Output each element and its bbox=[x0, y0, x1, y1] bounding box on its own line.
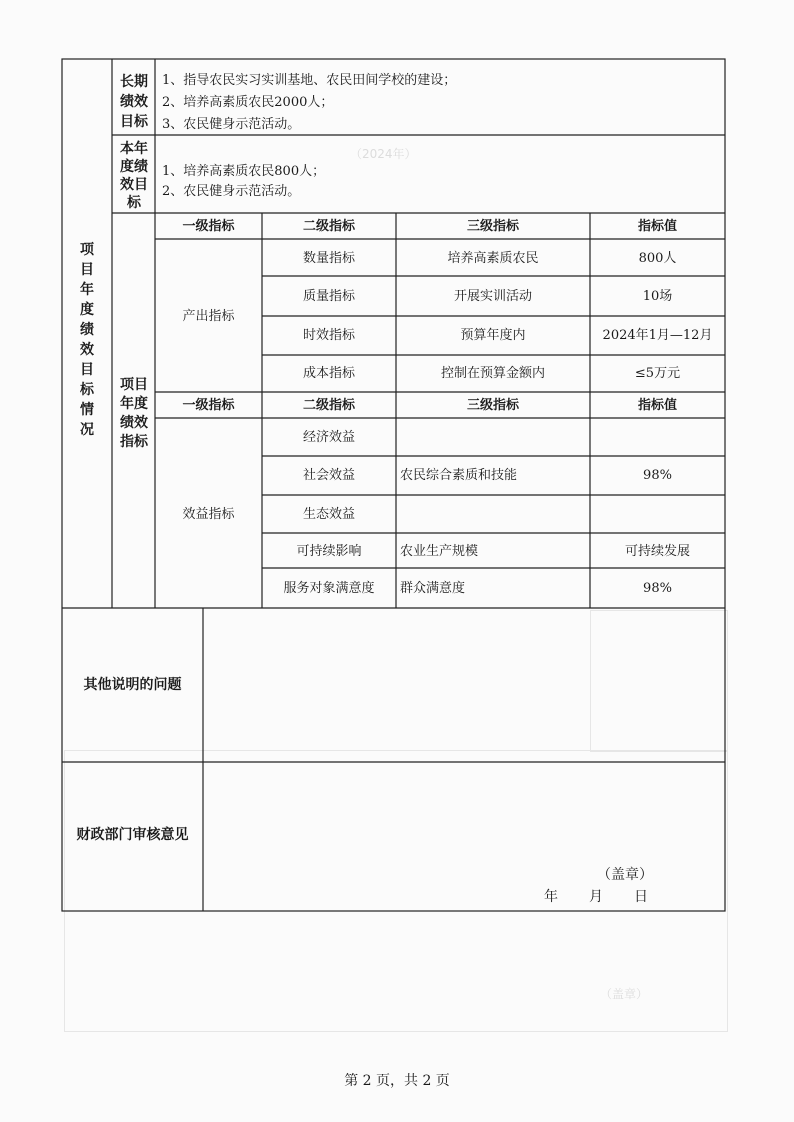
col-header-level1: 一级指标 bbox=[182, 219, 235, 234]
table-cell-level3: 培养高素质农民 bbox=[447, 251, 539, 266]
annual-goal-item: 2、农民健身示范活动。 bbox=[162, 184, 301, 199]
table-cell-level3: 农业生产规模 bbox=[400, 544, 479, 559]
long-term-goal-item: 3、农民健身示范活动。 bbox=[162, 117, 301, 132]
long-term-goal-item: 1、指导农民实习实训基地、农民田间学校的建设； bbox=[162, 73, 457, 88]
seal-text: （盖章） bbox=[597, 867, 653, 883]
table-cell-level2: 服务对象满意度 bbox=[283, 581, 375, 596]
output-indicator-label: 产出指标 bbox=[182, 309, 235, 324]
table-cell-value: 98% bbox=[643, 468, 672, 483]
table-cell-level3: 群众满意度 bbox=[400, 581, 466, 596]
col-header-level2: 二级指标 bbox=[302, 398, 355, 413]
table-cell-level2: 可持续影响 bbox=[296, 544, 362, 559]
table-cell-level2: 成本指标 bbox=[302, 366, 355, 381]
table-cell-value: ≤5万元 bbox=[634, 366, 681, 381]
table-cell-level2: 生态效益 bbox=[302, 507, 355, 522]
date-line: 年 月 日 bbox=[544, 889, 649, 905]
finance-review-label: 财政部门审核意见 bbox=[76, 827, 189, 843]
long-term-goal-label: 长期绩效目标 bbox=[120, 74, 148, 130]
table-cell-value: 98% bbox=[643, 581, 672, 596]
other-notes-content-area bbox=[204, 609, 724, 761]
table-cell-level3: 开展实训活动 bbox=[453, 289, 532, 304]
table-cell-level2: 时效指标 bbox=[302, 328, 355, 343]
annual-goal-label: 本年度绩效目标 bbox=[120, 141, 148, 211]
table-cell-level2: 质量指标 bbox=[302, 289, 355, 304]
benefit-indicator-label: 效益指标 bbox=[182, 507, 235, 522]
table-cell-level3: 农民综合素质和技能 bbox=[400, 468, 518, 483]
col-header-level1: 一级指标 bbox=[182, 398, 235, 413]
table-cell-value: 2024年1月—12月 bbox=[602, 328, 713, 343]
table-cell-level2: 经济效益 bbox=[302, 430, 355, 445]
finance-review-content-area bbox=[204, 763, 724, 910]
table-cell-level2: 数量指标 bbox=[302, 251, 355, 266]
annual-goal-item: 1、培养高素质农民800人； bbox=[162, 164, 326, 179]
col-header-level2: 二级指标 bbox=[302, 219, 355, 234]
table-cell-level3: 预算年度内 bbox=[460, 328, 526, 343]
annual-target-section-label: 项目年度绩效目标情况 bbox=[80, 242, 94, 438]
col-header-value: 指标值 bbox=[637, 219, 677, 234]
table-cell-level2: 社会效益 bbox=[302, 468, 355, 483]
table-cell-value: 10场 bbox=[642, 289, 673, 304]
long-term-goal-item: 2、培养高素质农民2000人； bbox=[162, 95, 334, 110]
other-notes-label: 其他说明的问题 bbox=[83, 677, 182, 693]
col-header-value: 指标值 bbox=[637, 398, 677, 413]
table-cell-value: 800人 bbox=[638, 251, 677, 266]
page-footer: 第 2 页，共 2 页 bbox=[344, 1073, 450, 1089]
table-cell-level3: 控制在预算金额内 bbox=[440, 366, 545, 381]
table-cell-value: 可持续发展 bbox=[624, 544, 690, 559]
indicators-section-label: 项目年度绩效指标 bbox=[120, 377, 148, 450]
col-header-level3: 三级指标 bbox=[466, 398, 519, 413]
col-header-level3: 三级指标 bbox=[466, 219, 519, 234]
